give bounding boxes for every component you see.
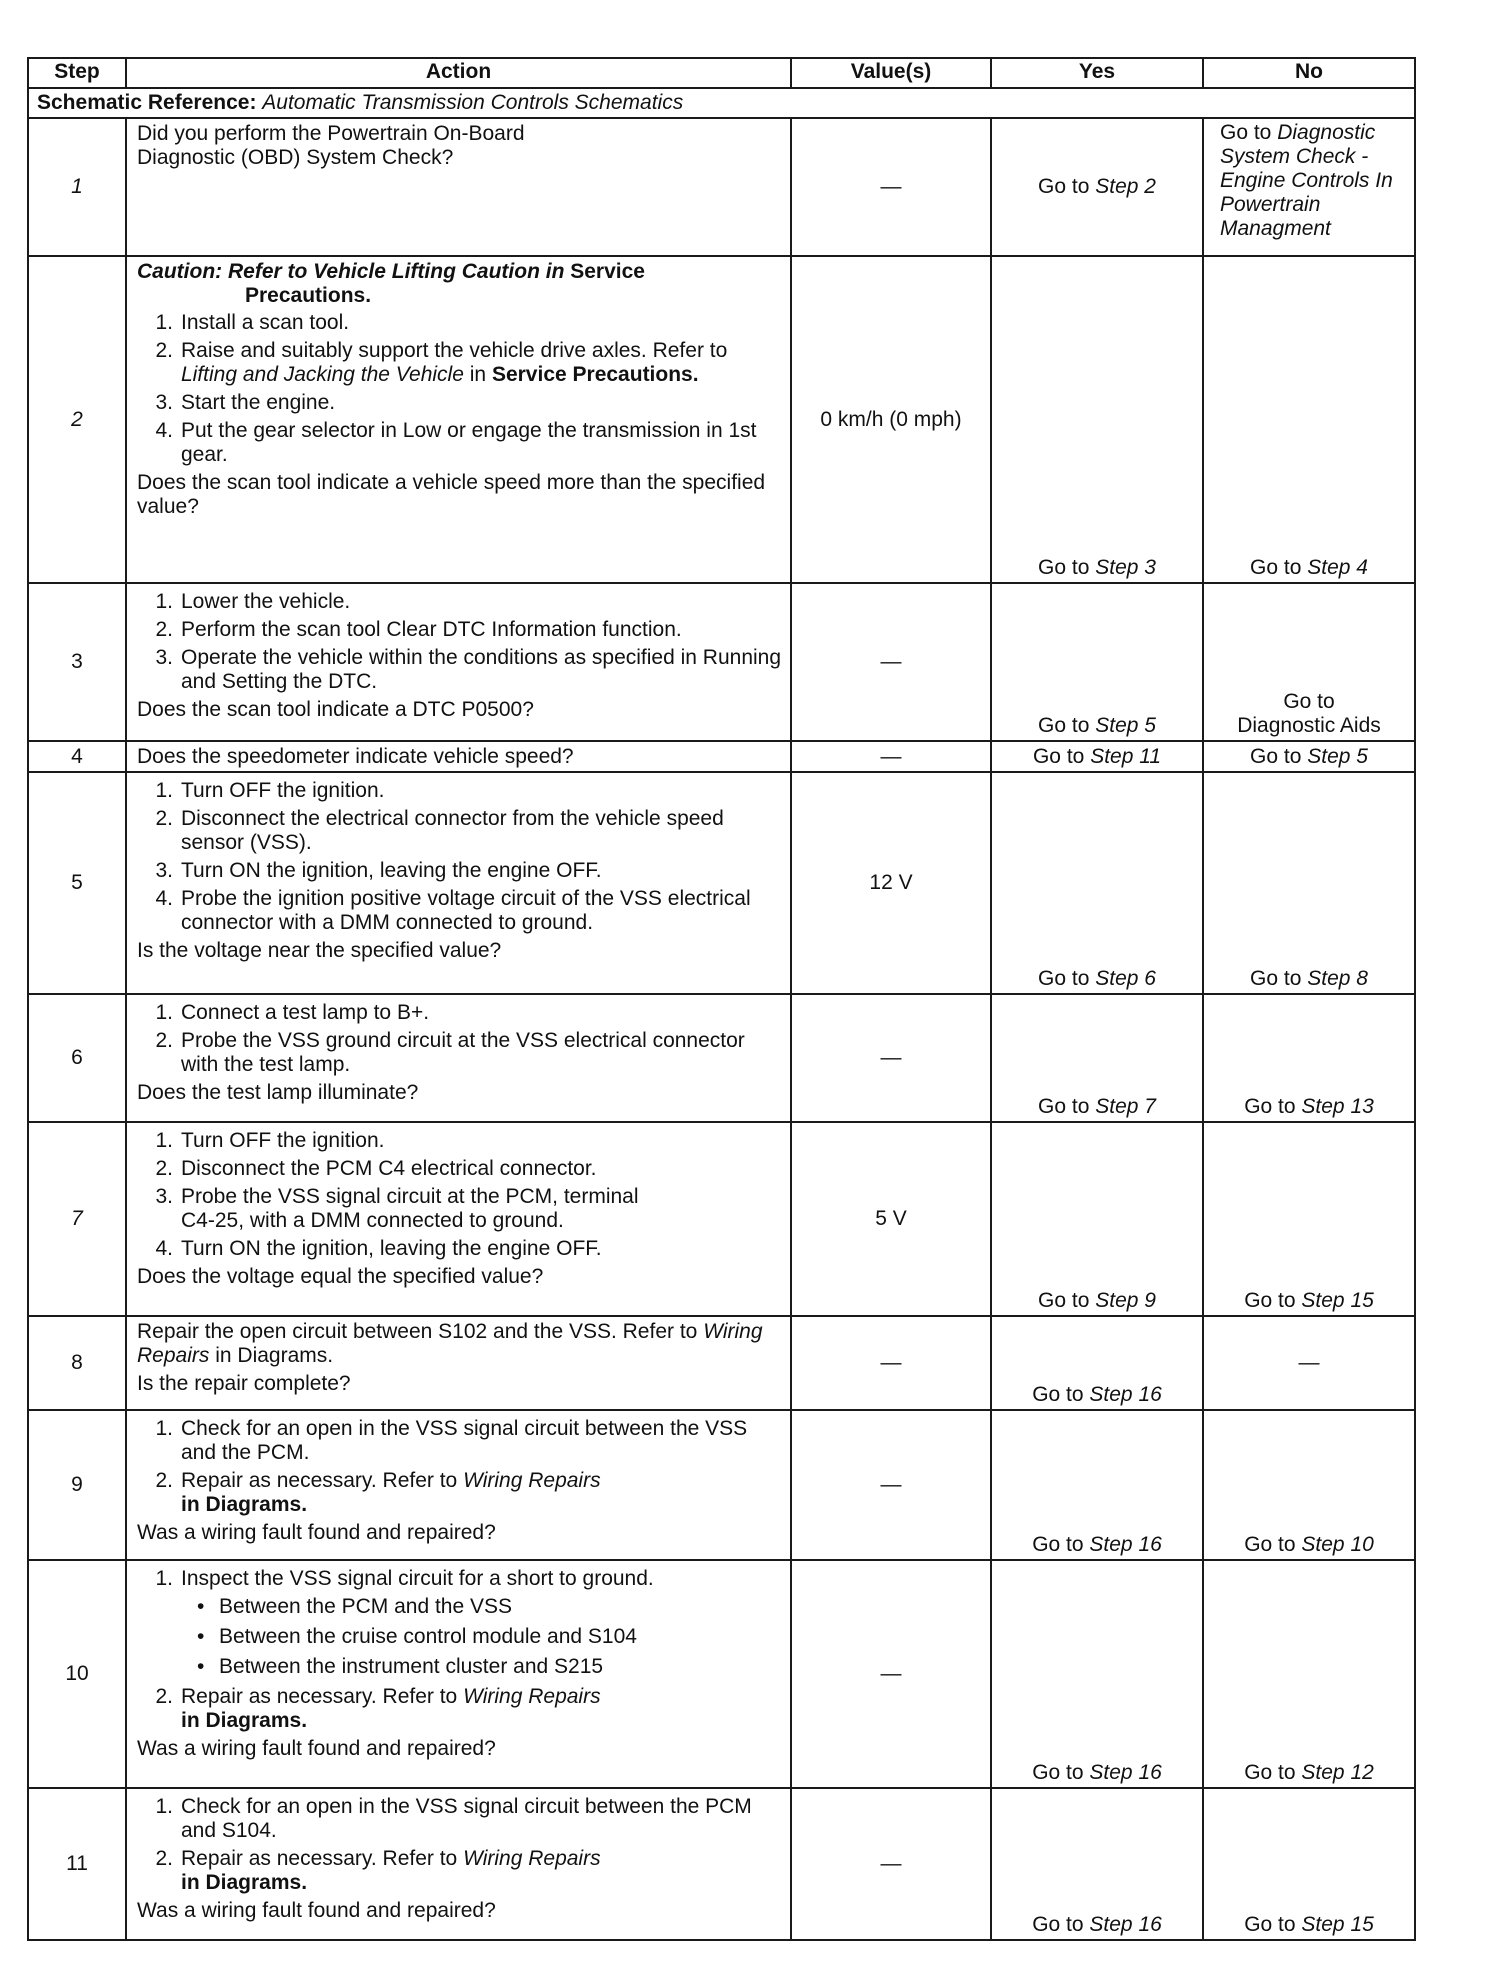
yes-ref: Step 16 [1089, 1533, 1162, 1556]
yes-ref: Step 7 [1095, 1095, 1156, 1118]
table-row [28, 1788, 1415, 1940]
item-text-part: Repair as necessary. Refer to [181, 1469, 458, 1492]
table-row [28, 118, 1415, 256]
step-number: 3 [28, 583, 126, 741]
no-cell [1203, 994, 1415, 1122]
bullet-item [137, 1625, 782, 1649]
step-number: 7 [28, 1122, 126, 1316]
step-number: 8 [28, 1316, 126, 1410]
step-number: 1 [28, 118, 126, 256]
list-item [137, 391, 782, 415]
no-prefix: Go to [1250, 745, 1302, 768]
no-ref: Step 13 [1301, 1095, 1374, 1118]
no-prefix: Go to [1250, 967, 1302, 990]
item-text: Start the engine. [181, 391, 336, 414]
list-item [137, 311, 782, 335]
list-item [137, 646, 782, 694]
header-values: Value(s) [791, 58, 991, 88]
item-number: 1. [155, 1001, 173, 1024]
no-cell [1203, 1410, 1415, 1560]
list-item [137, 1185, 782, 1233]
yes-prefix: Go to [1038, 1095, 1090, 1118]
action-cell [126, 772, 791, 994]
item-number: 2. [155, 807, 173, 830]
item-number: 2. [155, 618, 173, 641]
yes-ref: Step 3 [1095, 556, 1156, 579]
action-cell [126, 256, 791, 583]
schematic-reference [28, 88, 1415, 118]
no-prefix: Go to [1220, 121, 1272, 144]
item-number: 3. [155, 859, 173, 882]
item-number: 1. [155, 1567, 173, 1590]
yes-cell [991, 1316, 1203, 1410]
list-item [137, 1237, 782, 1261]
item-number: 1. [155, 1129, 173, 1152]
item-text [181, 1685, 601, 1733]
item-number: 2. [155, 1157, 173, 1180]
item-text: Turn OFF the ignition. [181, 779, 385, 802]
yes-cell [991, 256, 1203, 583]
no-ref: Step 15 [1301, 1289, 1374, 1312]
header-yes: Yes [991, 58, 1203, 88]
table-row [28, 1316, 1415, 1410]
action-text-part: in Diagrams. [215, 1344, 334, 1367]
question-text: Does the speedometer indicate vehicle speed? [126, 741, 791, 772]
item-number: 3. [155, 391, 173, 414]
list-item [137, 1847, 782, 1895]
list-item [137, 339, 782, 387]
schematic-label: Schematic Reference: [37, 91, 257, 114]
action-cell [126, 118, 791, 256]
no-prefix: Go to [1244, 1913, 1296, 1936]
yes-prefix: Go to [1038, 175, 1090, 198]
yes-cell [991, 772, 1203, 994]
item-number: 2. [155, 339, 173, 362]
action-cell [126, 1316, 791, 1410]
question-text: Does the test lamp illuminate? [137, 1081, 419, 1104]
yes-ref: Step 9 [1095, 1289, 1156, 1312]
yes-prefix: Go to [1038, 556, 1090, 579]
item-text [181, 339, 782, 387]
action-text [137, 1320, 782, 1368]
value-cell: 5 V [791, 1122, 991, 1316]
item-text: Perform the scan tool Clear DTC Information function. [181, 618, 682, 641]
yes-cell [991, 994, 1203, 1122]
step-number: 10 [28, 1560, 126, 1788]
action-cell [126, 583, 791, 741]
item-text: Install a scan tool. [181, 311, 350, 334]
no-ref: Step 15 [1301, 1913, 1374, 1936]
header-step: Step [28, 58, 126, 88]
list-item [137, 1685, 782, 1733]
bullet-text: Between the PCM and the VSS [219, 1595, 513, 1618]
value-cell: — [791, 741, 991, 772]
no-cell [1203, 583, 1415, 741]
action-cell [126, 1788, 791, 1940]
item-ref: Wiring Repairs [463, 1469, 601, 1492]
item-text-part: Raise and suitably support the vehicle drive axles. Refer to [181, 339, 728, 362]
step-number: 6 [28, 994, 126, 1122]
step-number: 9 [28, 1410, 126, 1560]
yes-ref: Step 16 [1089, 1383, 1162, 1406]
no-prefix: Go to [1244, 1289, 1296, 1312]
question-text: Was a wiring fault found and repaired? [137, 1521, 496, 1544]
yes-prefix: Go to [1032, 1533, 1084, 1556]
table-row [28, 1122, 1415, 1316]
item-number: 2. [155, 1847, 173, 1870]
item-text [181, 1847, 601, 1895]
step-number: 4 [28, 741, 126, 772]
yes-ref: Step 16 [1089, 1761, 1162, 1784]
action-cell [126, 1410, 791, 1560]
bullet-text: Between the instrument cluster and S215 [219, 1655, 604, 1678]
no-ref: Step 8 [1307, 967, 1368, 990]
list-item [137, 590, 782, 614]
action-cell [126, 1560, 791, 1788]
item-number: 1. [155, 590, 173, 613]
no-cell [1203, 741, 1415, 772]
item-number: 4. [155, 419, 173, 442]
yes-cell [991, 1410, 1203, 1560]
action-ref: Wiring Repairs [137, 1320, 763, 1367]
question-text: Is the repair complete? [137, 1372, 351, 1395]
yes-cell [991, 1122, 1203, 1316]
list-item [137, 419, 782, 467]
no-line1: Go to [1283, 690, 1335, 713]
yes-prefix: Go to [1038, 714, 1090, 737]
step-number: 5 [28, 772, 126, 994]
header-row [28, 58, 1415, 88]
no-cell [1203, 772, 1415, 994]
list-item [137, 1795, 782, 1843]
item-text: Check for an open in the VSS signal circuit between the VSS and the PCM. [181, 1417, 748, 1464]
caution-tail: Service [570, 260, 645, 283]
yes-cell [991, 583, 1203, 741]
action-text-part: Repair the open circuit between S102 and the VSS. Refer to [137, 1320, 698, 1343]
step-number: 11 [28, 1788, 126, 1940]
table-row [28, 1560, 1415, 1788]
item-number: 2. [155, 1029, 173, 1052]
caution-tail2: Precautions. [245, 284, 372, 307]
item-ref: Wiring Repairs [463, 1685, 601, 1708]
item-number: 1. [155, 1795, 173, 1818]
no-ref: Step 4 [1307, 556, 1368, 579]
item-text-part: in Diagrams. [181, 1871, 308, 1894]
item-number: 3. [155, 646, 173, 669]
yes-ref: Step 11 [1090, 745, 1162, 768]
header-action: Action [126, 58, 791, 88]
question-text: Does the scan tool indicate a vehicle speed more than the specified value? [137, 471, 766, 518]
item-text: Probe the VSS signal circuit at the PCM, terminal C4-25, with a DMM connected to ground. [181, 1185, 639, 1232]
question-text: Does the voltage equal the specified value? [137, 1265, 544, 1288]
no-cell [1203, 1560, 1415, 1788]
value-cell: — [791, 1560, 991, 1788]
list-item [137, 1157, 782, 1181]
yes-cell [991, 118, 1203, 256]
value-cell: — [791, 583, 991, 741]
item-text: Disconnect the electrical connector from the vehicle speed sensor (VSS). [181, 807, 724, 854]
table-row [28, 741, 1415, 772]
item-text-part: in Diagrams. [181, 1709, 308, 1732]
item-text: Put the gear selector in Low or engage the transmission in 1st gear. [181, 419, 757, 466]
bullet-item [137, 1595, 782, 1619]
item-text-part: Service Precautions. [491, 363, 699, 386]
yes-prefix: Go to [1032, 1913, 1084, 1936]
no-cell [1203, 256, 1415, 583]
item-text-part: in [469, 363, 487, 386]
item-text: Check for an open in the VSS signal circuit between the PCM and S104. [181, 1795, 752, 1842]
question-text: Was a wiring fault found and repaired? [137, 1737, 496, 1760]
no-ref: Step 10 [1301, 1533, 1374, 1556]
item-text: Turn ON the ignition, leaving the engine OFF. [181, 859, 602, 882]
value-cell: — [791, 1410, 991, 1560]
value-cell: 0 km/h (0 mph) [791, 256, 991, 583]
item-ref: Lifting and Jacking the Vehicle [181, 363, 464, 386]
value-cell: — [791, 1788, 991, 1940]
no-ref: Diagnostic System Check - Engine Controls In Powertrain Managment [1220, 121, 1393, 240]
item-text: Lower the vehicle. [181, 590, 351, 613]
action-text: Did you perform the Powertrain On-Board Diagnostic (OBD) System Check? [137, 122, 525, 169]
schematic-text: Automatic Transmission Controls Schematics [262, 91, 684, 114]
action-cell [126, 1122, 791, 1316]
question-text: Is the voltage near the specified value? [137, 939, 502, 962]
item-text-part: Repair as necessary. Refer to [181, 1847, 458, 1870]
item-number: 1. [155, 1417, 173, 1440]
diagnostic-table [27, 57, 1416, 1941]
list-item [137, 859, 782, 883]
yes-cell [991, 741, 1203, 772]
yes-prefix: Go to [1032, 745, 1085, 768]
caution-line [137, 260, 782, 284]
item-number: 3. [155, 1185, 173, 1208]
list-item [137, 1567, 782, 1591]
yes-ref: Step 16 [1089, 1913, 1162, 1936]
list-item [137, 1469, 782, 1517]
step-number: 2 [28, 256, 126, 583]
yes-prefix: Go to [1038, 967, 1090, 990]
bullet-icon: • [197, 1655, 205, 1678]
yes-ref: Step 2 [1095, 175, 1156, 198]
action-cell [126, 994, 791, 1122]
list-item [137, 1417, 782, 1465]
yes-prefix: Go to [1032, 1383, 1084, 1406]
yes-ref: Step 5 [1095, 714, 1156, 737]
list-item [137, 618, 782, 642]
no-cell: — [1203, 1316, 1415, 1410]
item-text: Turn OFF the ignition. [181, 1129, 385, 1152]
table-row [28, 994, 1415, 1122]
list-item [137, 1029, 782, 1077]
no-ref: Step 5 [1307, 745, 1368, 768]
no-prefix: Go to [1250, 556, 1302, 579]
caution-text: Refer to Vehicle Lifting Caution in [228, 260, 565, 283]
item-number: 2. [155, 1685, 173, 1708]
list-item [137, 779, 782, 803]
item-number: 4. [155, 887, 173, 910]
item-number: 1. [155, 779, 173, 802]
item-ref: Wiring Repairs [463, 1847, 601, 1870]
item-text: Operate the vehicle within the conditions as specified in Running and Setting the DTC. [181, 646, 782, 693]
no-cell [1203, 118, 1415, 256]
table-row [28, 772, 1415, 994]
question-text: Does the scan tool indicate a DTC P0500? [137, 698, 534, 721]
item-text-part: Repair as necessary. Refer to [181, 1685, 458, 1708]
yes-cell [991, 1788, 1203, 1940]
item-text: Inspect the VSS signal circuit for a short to ground. [181, 1567, 654, 1590]
no-ref: Step 12 [1301, 1761, 1374, 1784]
item-text: Disconnect the PCM C4 electrical connector. [181, 1157, 597, 1180]
table-row [28, 1410, 1415, 1560]
value-cell: — [791, 1316, 991, 1410]
no-prefix: Go to [1244, 1095, 1296, 1118]
item-text: Turn ON the ignition, leaving the engine OFF. [181, 1237, 602, 1260]
value-cell: 12 V [791, 772, 991, 994]
no-prefix: Go to [1244, 1533, 1296, 1556]
bullet-icon: • [197, 1625, 205, 1648]
list-item [137, 807, 782, 855]
caution-label: Caution: [137, 260, 223, 283]
list-item [137, 887, 782, 935]
bullet-item [137, 1655, 782, 1679]
no-line2: Diagnostic Aids [1237, 714, 1381, 737]
value-cell: — [791, 118, 991, 256]
item-text: Connect a test lamp to B+. [181, 1001, 430, 1024]
list-item [137, 1001, 782, 1025]
list-item [137, 1129, 782, 1153]
diagnostic-table-sheet [27, 57, 1414, 1941]
item-text [181, 1469, 601, 1517]
no-cell [1203, 1788, 1415, 1940]
no-cell [1203, 1122, 1415, 1316]
header-no: No [1203, 58, 1415, 88]
bullet-text: Between the cruise control module and S104 [219, 1625, 637, 1648]
yes-prefix: Go to [1038, 1289, 1090, 1312]
item-text: Probe the ignition positive voltage circuit of the VSS electrical connector with a DMM connected to ground. [181, 887, 751, 934]
question-text: Was a wiring fault found and repaired? [137, 1899, 496, 1922]
item-number: 4. [155, 1237, 173, 1260]
schematic-row [28, 88, 1415, 118]
item-number: 1. [155, 311, 173, 334]
item-number: 2. [155, 1469, 173, 1492]
yes-prefix: Go to [1032, 1761, 1084, 1784]
value-cell: — [791, 994, 991, 1122]
item-text: Probe the VSS ground circuit at the VSS electrical connector with the test lamp. [181, 1029, 745, 1076]
table-row [28, 256, 1415, 583]
yes-ref: Step 6 [1095, 967, 1156, 990]
bullet-icon: • [197, 1595, 205, 1618]
no-prefix: Go to [1244, 1761, 1296, 1784]
item-text-part: in Diagrams. [181, 1493, 308, 1516]
table-row [28, 583, 1415, 741]
yes-cell [991, 1560, 1203, 1788]
